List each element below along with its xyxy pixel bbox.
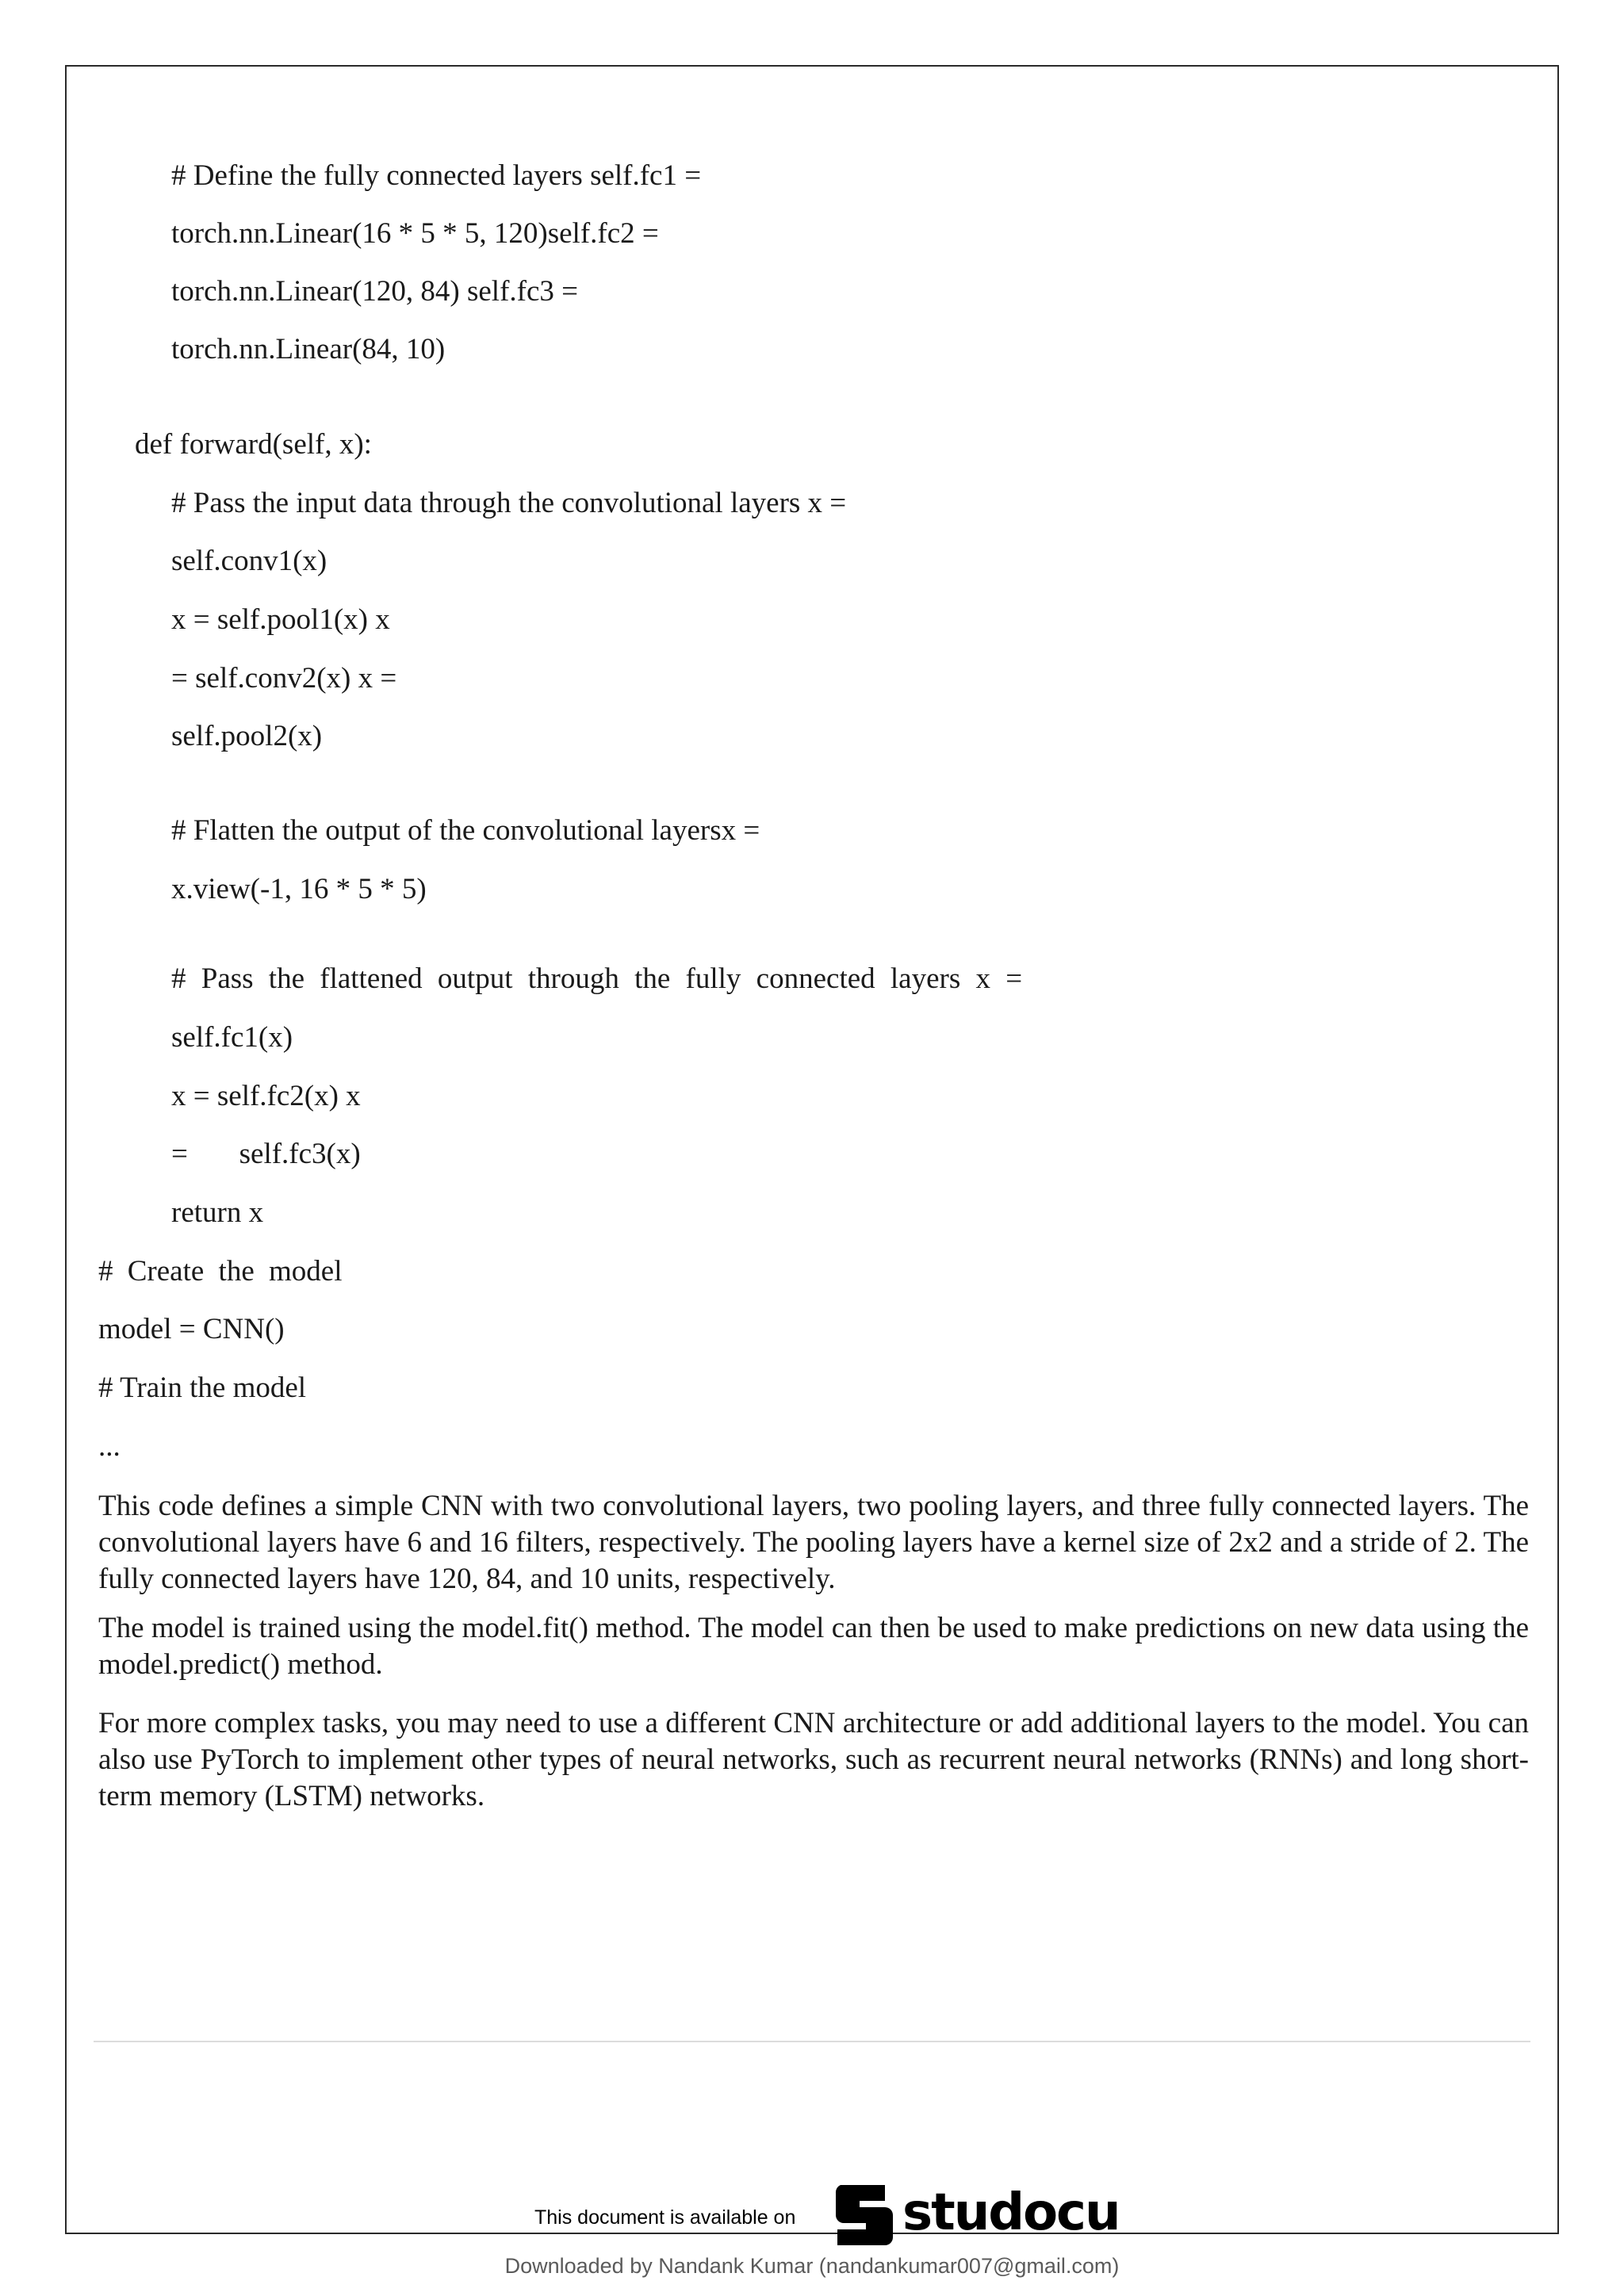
code-line: ... [98,1430,121,1463]
code-line: self.fc1(x) [171,1021,293,1054]
downloaded-by-text: Downloaded by Nandank Kumar (nandankumar007@gmail.com) [504,2254,1120,2278]
code-line: = self.conv2(x) x = [171,662,397,695]
body-paragraph: The model is trained using the model.fit() method. The model can then be used to make predictions on new data using the model.predict() method. [98,1612,1529,1681]
code-line: # Create the model [98,1255,343,1288]
code-line: x.view(-1, 16 * 5 * 5) [171,873,427,905]
code-line: return x [171,1196,264,1229]
code-line: # Flatten the output of the convolutional layersx = [171,814,760,847]
code-line: # Pass the flattened output through the fully connected layers x = [171,962,1023,995]
code-line: torch.nn.Linear(16 * 5 * 5, 120)self.fc2 = [171,217,659,250]
code-line: model = CNN() [98,1313,285,1345]
code-line: # Define the fully connected layers self.fc1 = [171,159,702,192]
code-line: x = self.fc2(x) x [171,1080,361,1112]
code-line: torch.nn.Linear(120, 84) self.fc3 = [171,275,578,308]
footer-divider [94,2041,1530,2042]
code-line: = self.fc3(x) [171,1138,361,1170]
available-on-label: This document is available on [534,2206,796,2229]
code-line: def forward(self, x): [135,428,372,461]
body-paragraph: This code defines a simple CNN with two convolutional layers, two pooling layers, and three fully connected layers. The convolutional layers have 6 and 16 filters, respectively. The pooling layers have a kernel size of 2x2 and a stride of 2. The fully connected layers have 120, 84, and 10 units, respectively. [98,1490,1529,1595]
studocu-logo[interactable] [833,2182,1120,2248]
code-line: # Pass the input data through the convolutional layers x = [171,487,847,519]
studocu-logo-text: studocu [902,2183,1120,2242]
code-line: torch.nn.Linear(84, 10) [171,333,446,365]
body-paragraph: For more complex tasks, you may need to use a different CNN architecture or add additional layers to the model. You can also use PyTorch to implement other types of neural networks, such as recurrent neural networks (RNNs) and long short-term memory (LSTM) networks. [98,1707,1529,1812]
code-line: self.pool2(x) [171,720,323,752]
code-line: self.conv1(x) [171,545,327,577]
code-line: x = self.pool1(x) x [171,603,390,636]
studocu-logo-icon [833,2182,896,2248]
code-line: # Train the model [98,1372,307,1404]
